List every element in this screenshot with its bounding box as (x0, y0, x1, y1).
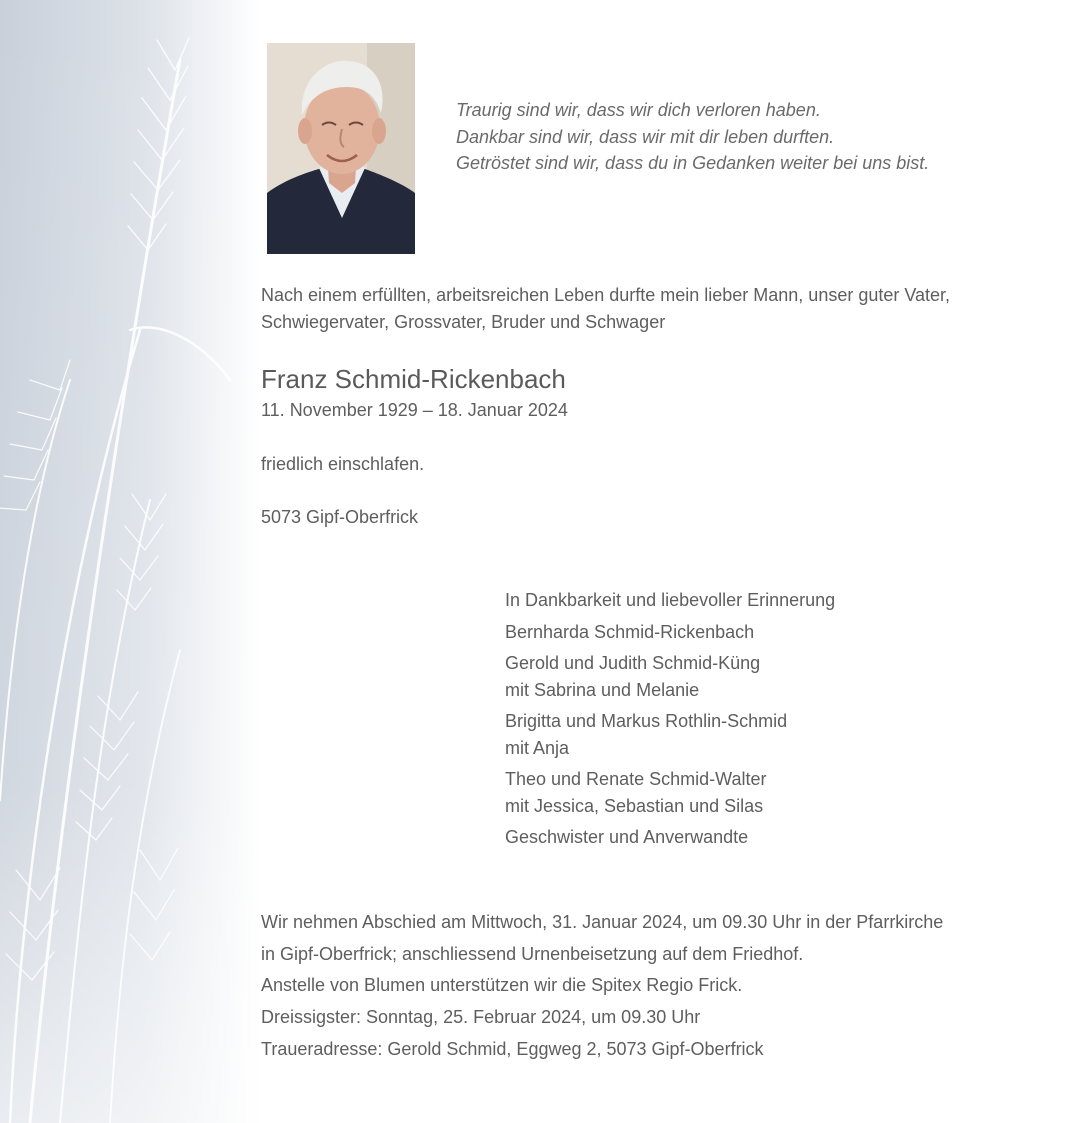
quote-line: Getröstet sind wir, dass du in Gedanken weiter bei uns bist. (456, 153, 930, 173)
mourners-list (505, 587, 1025, 856)
mourner-group (505, 619, 1025, 646)
memorial-quote (456, 97, 1036, 177)
mourner-name: Gerold und Judith Schmid-Küng (505, 653, 761, 673)
mourner-group (505, 650, 1025, 703)
farewell-line: Dreissigster: Sonntag, 25. Februar 2024, um 09.30 Uhr (261, 1007, 701, 1028)
mourner-group (505, 766, 1025, 819)
wheat-background-image (0, 0, 260, 1123)
mourner-group (505, 824, 1025, 851)
mourner-children: mit Jessica, Sebastian und Silas (505, 795, 764, 816)
portrait-photo (267, 43, 415, 254)
mourner-group (505, 708, 1025, 761)
mourner-name: Bernharda Schmid-Rickenbach (505, 621, 755, 642)
residence-place: 5073 Gipf-Oberfrick (261, 507, 419, 527)
mourner-children: mit Anja (505, 737, 570, 758)
deceased-name: Franz Schmid-Rickenbach (261, 364, 566, 394)
mourners-heading-group (505, 587, 1025, 614)
mourners-heading: In Dankbarkeit und liebevoller Erinnerung (505, 590, 836, 610)
quote-line: Traurig sind wir, dass wir dich verloren haben. (456, 100, 821, 120)
intro-line: Schwiegervater, Grossvater, Bruder und Schwager (261, 311, 666, 332)
passing-text: friedlich einschlafen. (261, 454, 425, 474)
quote-line: Dankbar sind wir, dass wir mit dir leben durften. (456, 126, 835, 147)
mourner-name: Theo und Renate Schmid-Walter (505, 769, 767, 789)
life-dates: 11. November 1929 – 18. Januar 2024 (261, 400, 568, 420)
mourner-name: Brigitta und Markus Rothlin-Schmid (505, 711, 788, 731)
farewell-line: Traueradresse: Gerold Schmid, Eggweg 2, 5073 Gipf-Oberfrick (261, 1038, 764, 1059)
farewell-line: Wir nehmen Abschied am Mittwoch, 31. Januar 2024, um 09.30 Uhr in der Pfarrkirche (261, 912, 944, 932)
farewell-line: in Gipf-Oberfrick; anschliessend Urnenbeisetzung auf dem Friedhof. (261, 943, 804, 964)
intro-line: Nach einem erfüllten, arbeitsreichen Leben durfte mein lieber Mann, unser guter Vater, (261, 285, 951, 305)
mourner-children: mit Sabrina und Melanie (505, 679, 700, 700)
mourner-name: Geschwister und Anverwandte (505, 827, 749, 847)
farewell-details (261, 907, 1041, 1066)
farewell-line: Anstelle von Blumen unterstützen wir die Spitex Regio Frick. (261, 975, 743, 996)
intro-text (261, 282, 1041, 335)
